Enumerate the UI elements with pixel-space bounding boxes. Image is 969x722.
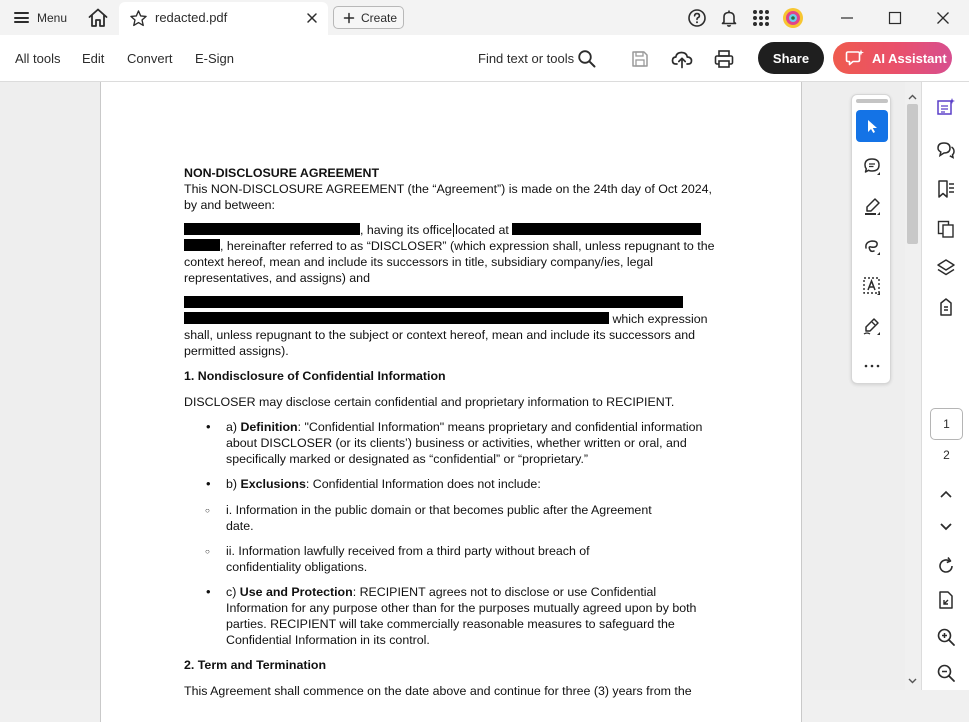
help-icon[interactable] [686, 7, 708, 29]
party1-text-a: , having its office [360, 223, 453, 237]
print-icon[interactable] [712, 47, 736, 71]
clause-b [226, 476, 724, 492]
edit-menu[interactable]: Edit [82, 51, 105, 66]
document-content [184, 165, 724, 699]
scrollbar-thumb[interactable] [907, 104, 918, 244]
clause-b-ii: ○ ii. Information lawfully received from a third party without breach of confidentiality obligations. [226, 543, 626, 575]
home-icon[interactable] [86, 6, 110, 30]
cursor-icon [864, 118, 880, 134]
next-page-number[interactable]: 2 [943, 448, 950, 462]
previous-page-icon[interactable] [935, 483, 957, 505]
hamburger-icon [14, 12, 29, 23]
minimize-icon[interactable] [836, 7, 858, 29]
maximize-icon[interactable] [884, 7, 906, 29]
section-2-body: This Agreement shall commence on the date above and continue for three (3) years from the [184, 684, 692, 698]
ai-assistant-label: AI Assistant [872, 50, 947, 66]
layers-icon[interactable] [935, 257, 957, 279]
redaction-box [184, 312, 609, 324]
clause-b-label: b) [226, 477, 241, 491]
redaction-box [184, 239, 220, 251]
ai-assistant-icon [845, 48, 865, 68]
all-tools-menu[interactable]: All tools [15, 51, 61, 66]
clause-b-text: : Confidential Information does not include: [305, 477, 541, 491]
clause-c-label: c) [226, 585, 240, 599]
save-icon[interactable] [628, 47, 652, 71]
close-window-icon[interactable] [932, 7, 954, 29]
menu-button[interactable] [6, 5, 72, 30]
title-bar [0, 0, 969, 35]
text-box-icon [862, 276, 882, 296]
more-tools-button[interactable] [856, 350, 888, 382]
clause-a-text: : "Confidential Information" means proprietary and confidential information about DISCLOSER (or its clients’) business or activities, whether written or oral, and specifically marked or designated as “confidential” or “proprietary.” [226, 420, 703, 466]
comment-tool[interactable] [856, 150, 888, 182]
scroll-up-icon[interactable] [908, 94, 917, 100]
clause-list [226, 419, 724, 648]
bookmarks-icon[interactable] [935, 178, 957, 200]
party1-text-c: , hereinafter referred to as “DISCLOSER” (which expression shall, unless repugnant to the context hereof, mean and include its successors in title, subsidiary company/ies, legal representatives, and assigns) and [184, 239, 715, 285]
create-button[interactable] [333, 6, 404, 29]
text-select-tool[interactable] [856, 270, 888, 302]
right-side-panel [921, 82, 969, 690]
attachments-icon[interactable] [935, 296, 957, 318]
clause-c-term: Use and Protection [239, 585, 353, 599]
ai-summary-icon[interactable] [935, 96, 957, 118]
clause-a [226, 419, 720, 467]
star-icon[interactable] [129, 9, 148, 28]
highlighter-icon [862, 196, 882, 216]
quick-tools-rail [851, 94, 891, 384]
esign-menu[interactable]: E-Sign [195, 51, 235, 66]
fit-page-icon[interactable] [935, 589, 957, 611]
zoom-out-icon[interactable] [935, 662, 957, 684]
party2-paragraph [184, 295, 724, 359]
comments-panel-icon[interactable] [935, 139, 957, 161]
menu-label: Menu [37, 10, 68, 25]
apps-grid-icon[interactable] [750, 7, 772, 29]
comment-icon [862, 156, 882, 176]
clause-b-i: ○ i. Information in the public domain or that becomes public after the Agreement date. [226, 502, 676, 534]
zoom-in-icon[interactable] [935, 626, 957, 648]
cloud-upload-icon[interactable] [670, 47, 694, 71]
sign-tool[interactable] [856, 310, 888, 342]
draw-tool[interactable] [856, 230, 888, 262]
close-tab-icon[interactable] [305, 11, 319, 25]
freehand-icon [862, 236, 882, 256]
section-1-body: DISCLOSER may disclose certain confidential and proprietary information to RECIPIENT. [184, 395, 675, 409]
highlight-tool[interactable] [856, 190, 888, 222]
clause-b-term: Exclusions [240, 477, 306, 491]
intro-paragraph: This NON-DISCLOSURE AGREEMENT (the “Agreement”) is made on the 24th day of Oct 2024, by and between: [184, 182, 712, 212]
ai-assistant-button[interactable] [833, 42, 952, 74]
find-text-or-tools[interactable]: Find text or tools [478, 51, 575, 66]
section-2-heading: 2. Term and Termination [184, 658, 327, 672]
document-tab[interactable] [119, 2, 328, 35]
redaction-box [512, 223, 701, 235]
plus-icon [343, 12, 355, 24]
clause-a-term: Definition [240, 420, 298, 434]
pen-sign-icon [862, 316, 882, 336]
rotate-icon[interactable] [935, 555, 957, 577]
pdf-page[interactable] [100, 82, 802, 722]
redaction-box [184, 223, 360, 235]
tab-title: redacted.pdf [155, 10, 228, 25]
share-button[interactable]: Share [758, 42, 824, 74]
convert-menu[interactable]: Convert [127, 51, 173, 66]
redaction-box [184, 296, 683, 308]
more-icon [863, 363, 881, 369]
user-avatar[interactable] [782, 7, 804, 29]
section-1-heading: 1. Nondisclosure of Confidential Information [184, 369, 446, 383]
current-page-number[interactable]: 1 [930, 408, 963, 440]
clause-c-text: : RECIPIENT agrees not to disclose or use Confidential Information for any purpose other than for the purposes mutually agreed upon by both parties. RECIPIENT will take commercially reasonable measures to safeguard the Confidential Information in its control. [226, 585, 697, 647]
clause-c [226, 584, 720, 648]
rail-drag-handle[interactable] [856, 99, 888, 103]
page-thumbnails-icon[interactable] [935, 218, 957, 240]
party1-text-b: located at [455, 223, 509, 237]
create-label: Create [361, 10, 398, 25]
select-tool[interactable] [856, 110, 888, 142]
document-title: NON-DISCLOSURE AGREEMENT [184, 166, 380, 180]
next-page-icon[interactable] [935, 516, 957, 538]
party1-paragraph [184, 222, 724, 286]
main-toolbar [0, 35, 969, 82]
clause-a-label: a) [226, 420, 241, 434]
scroll-down-icon[interactable] [908, 678, 917, 684]
bell-icon[interactable] [718, 7, 740, 29]
document-viewport[interactable] [0, 82, 905, 698]
vertical-scrollbar[interactable] [905, 82, 920, 690]
search-icon[interactable] [575, 47, 599, 71]
party2-text: which expression shall, unless repugnant to the subject or context hereof, mean and include its successors and permitted assigns). [184, 312, 708, 358]
